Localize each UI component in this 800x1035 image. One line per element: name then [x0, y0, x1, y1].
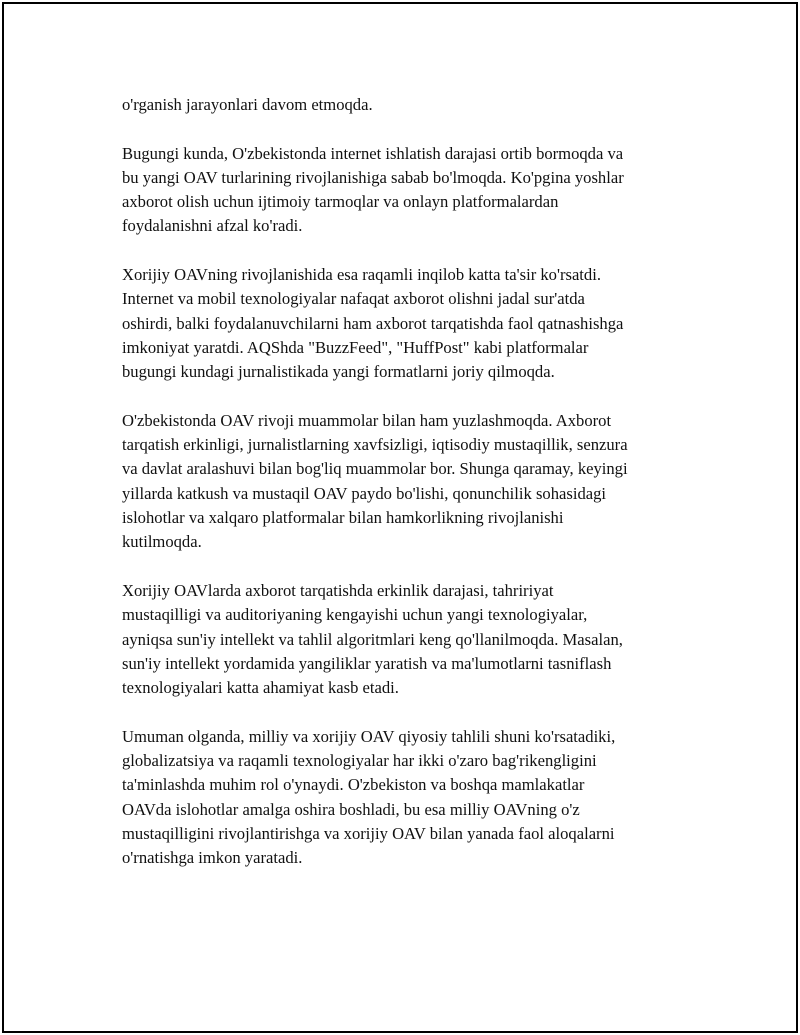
page-frame [2, 2, 798, 1033]
paragraph-continuation: o'rganish jarayonlari davom etmoqda. [122, 95, 373, 114]
paragraph-digital-revolution: Xorijiy OAVning rivojlanishida esa raqamli inqilob katta ta'sir ko'rsatdi. Internet va mobil texnologiyalar nafaqat axborot olishni jadal sur'atda oshirdi, balki foydalanuvchilarni ham axborot tarqatishda faol qatnashishga imkoniyat yaratdi. AQShda "BuzzFeed", "HuffPost" kabi platformalar bugungi kundagi jurnalistikada yangi formatlarni joriy qilmoqda. [122, 265, 624, 382]
paragraph-conclusion: Umuman olganda, milliy va xorijiy OAV qiyosiy tahlili shuni ko'rsatadiki, globalizatsiya va raqamli texnologiyalar har ikki o'zaro bag'rikengligini ta'minlashda muhim rol o'ynaydi. O'zbekiston va boshqa mamlakatlar OAVda islohotlar amalga oshira boshladi, bu esa milliy OAVning o'z mustaqilligini rivojlantirishga va xorijiy OAV bilan yanada faol aloqalarni o'rnatishga imkon yaratadi. [122, 726, 616, 868]
paragraph-media-problems: O'zbekistonda OAV rivoji muammolar bilan ham yuzlashmoqda. Axborot tarqatish erkinligi, jurnalistlarning xavfsizligi, iqtisodiy mustaqillik, senzura va davlat aralashuvi bilan bog'liq muammolar bor. Shunga qaramay, keyingi yillarda katkush va mustaqil OAV paydo bo'lishi, qonunchilik sohasidagi islohotlar va xalqaro platformalar bilan hamkorlikning rivojlanishi kutilmoqda. [122, 410, 628, 552]
paragraph-foreign-media-technology: Xorijiy OAVlarda axborot tarqatishda erkinlik darajasi, tahririyat mustaqilligi va auditoriyaning kengayishi uchun yangi texnologiyalar, ayniqsa sun'iy intellekt va tahlil algoritmlari keng qo'llanilmoqda. Masalan, sun'iy intellekt yordamida yangiliklar yaratish va ma'lumotlarni tasniflash texnologiyalari katta ahamiyat kasb etadi. [122, 580, 623, 698]
paragraph-internet-usage: Bugungi kunda, O'zbekistonda internet ishlatish darajasi ortib bormoqda va bu yangi OAV turlarining rivojlanishiga sabab bo'lmoqda. Ko'pgina yoshlar axborot olish uchun ijtimoiy tarmoqlar va onlayn platformalardan foydalanishni afzal ko'radi. [122, 143, 624, 236]
document-body [122, 93, 712, 871]
